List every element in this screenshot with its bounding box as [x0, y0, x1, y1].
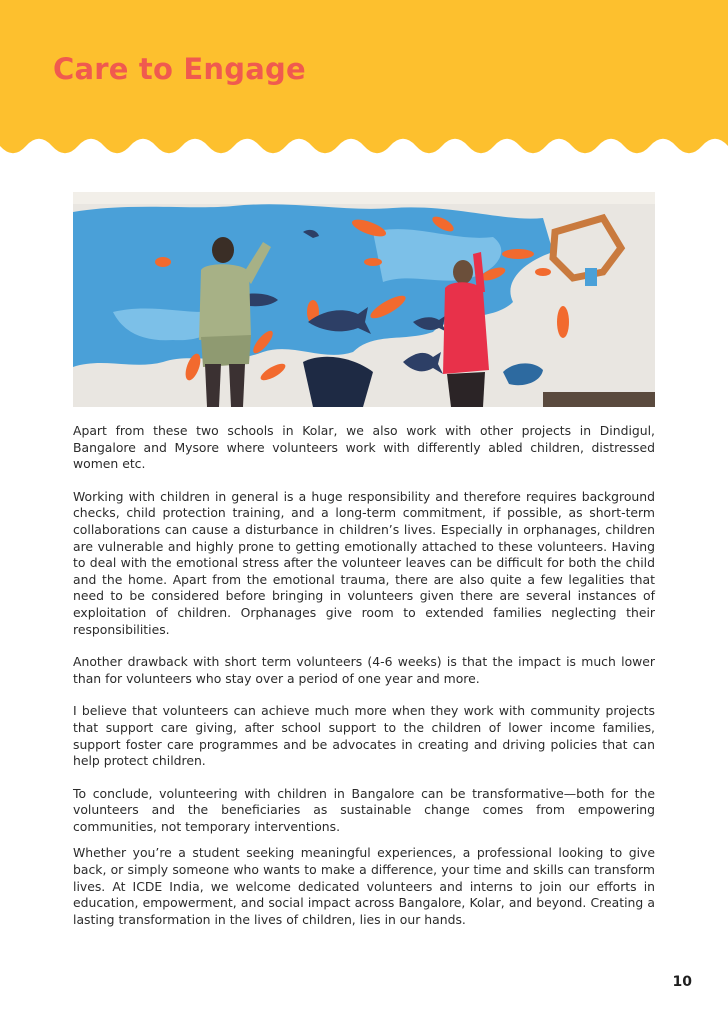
- header-band: [0, 0, 728, 160]
- paragraph-2: Working with children in general is a huge responsibility and therefore requires background checks, child protection training, and a long-term commitment, if possible, as short-term collaborations can cause a disturbance in children’s lives. Especially in orphanages, children are vulnerable and highly prone to getting emotionally attached to these volunteers. Having to deal with the emotional stress after the volunteer leaves can be difficult for both the child and the home. Apart from the emotional trauma, there are also quite a few legalities that need to be considered before bringing in volunteers given there are several instances of exploitation of children. Orphanages give room to extended families neglecting their responsibilities.: [73, 488, 655, 637]
- page-title: Care to Engage: [53, 52, 306, 86]
- page-number: 10: [672, 974, 692, 990]
- paragraph-1: Apart from these two schools in Kolar, we also work with other projects in Dindigul, Bangalore and Mysore where volunteers work with differently abled children, distressed women etc.: [73, 423, 655, 472]
- paragraph-4: I believe that volunteers can achieve much more when they work with community projects that support care giving, after school support to the children of lower income families, support foster care programmes and be advocates in creating and driving policies that can help protect children.: [73, 703, 655, 769]
- paragraph-6: Whether you’re a student seeking meaningful experiences, a professional looking to give back, or simply someone who wants to make a difference, your time and skills can transform lives. At ICDE India, we welcome dedicated volunteers and interns to join our efforts in education, empowerment, and social impact across Bangalore, Kolar, and beyond. Creating a lasting transformation in the lives of children, lies in our hands.: [73, 845, 655, 927]
- paragraph-3: Another drawback with short term volunteers (4-6 weeks) is that the impact is much lower than for volunteers who stay over a period of one year and more.: [73, 654, 655, 686]
- article-body: [73, 423, 655, 944]
- paragraph-5: To conclude, volunteering with children in Bangalore can be transformative—both for the volunteers and the beneficiaries as sustainable change comes from empowering communities, not temporary interventions.: [73, 785, 655, 834]
- mural-painting-photo: [73, 192, 655, 407]
